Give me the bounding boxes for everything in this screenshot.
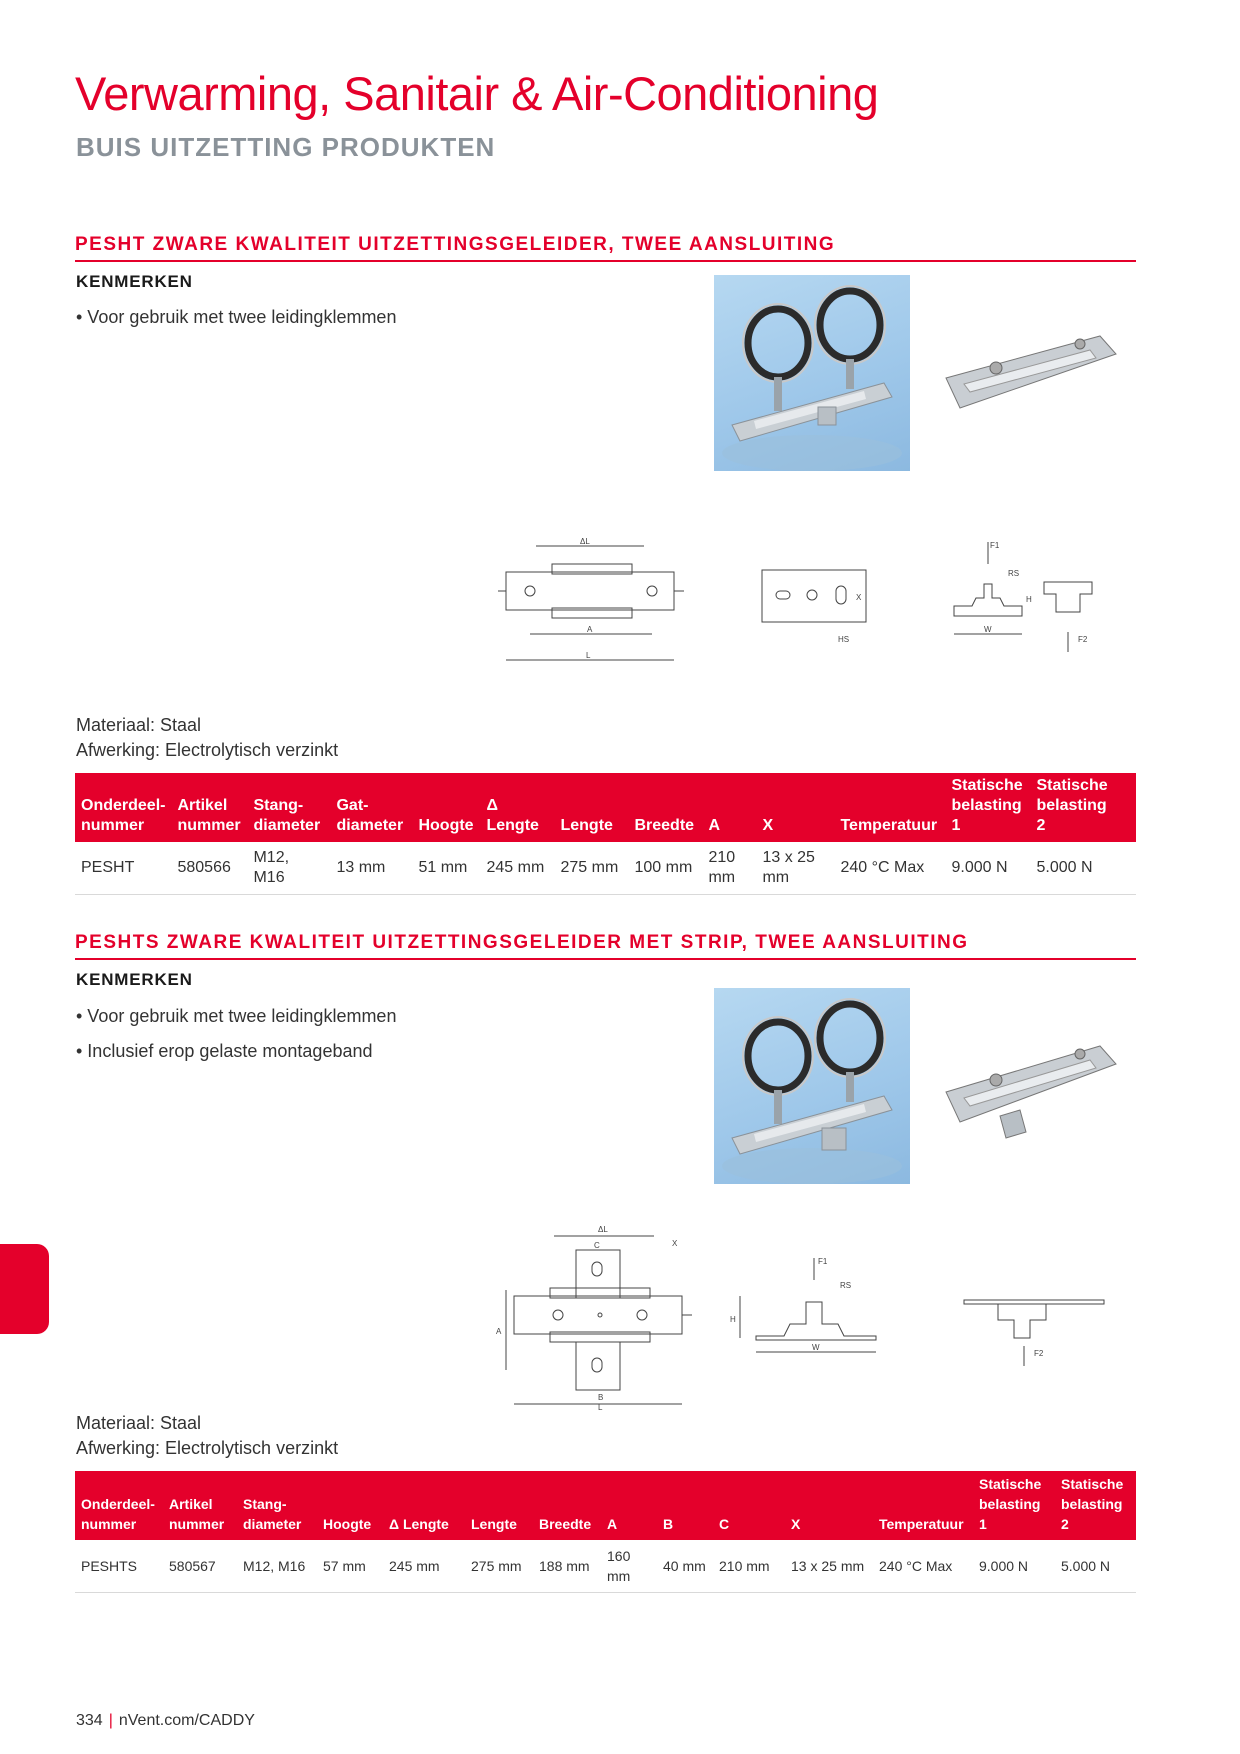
drawing2-label-c: C xyxy=(594,1241,600,1250)
drawing2-label-l: L xyxy=(598,1403,603,1410)
drawing1-label-x: X xyxy=(856,593,862,602)
page-number: 334 xyxy=(76,1712,103,1729)
table2-cell: 5.000 N xyxy=(1055,1540,1136,1593)
drawing1-label-f1: F1 xyxy=(990,541,1000,550)
table2-cell: 188 mm xyxy=(533,1540,601,1593)
section2-product-photo xyxy=(714,988,910,1184)
table2-cell: 9.000 N xyxy=(973,1540,1055,1593)
section2-feature-2: • Inclusief erop gelaste montageband xyxy=(76,1041,373,1061)
section1-product-detail-photo xyxy=(940,328,1120,423)
section1-product-photo xyxy=(714,275,910,471)
table1-header: Δ Lengte xyxy=(480,773,554,842)
table1-header: Statische belasting 2 xyxy=(1030,773,1136,842)
table2-header-row xyxy=(75,1471,1136,1540)
drawing2-label-h: H xyxy=(730,1315,736,1324)
drawing2-label-rs: RS xyxy=(840,1281,852,1290)
drawing1-label-f2: F2 xyxy=(1078,635,1088,644)
table1-header: Statische belasting 1 xyxy=(945,773,1030,842)
table2-header: Hoogte xyxy=(317,1471,383,1540)
section1-material: Materiaal: Staal xyxy=(76,715,202,735)
table2-header: Artikel nummer xyxy=(163,1471,237,1540)
drawing1-label-l: L xyxy=(586,651,591,660)
section2-technical-drawing xyxy=(494,1220,1114,1410)
drawing2-label-a: A xyxy=(496,1327,502,1336)
section1-spec-table xyxy=(75,773,1136,895)
table2-header: Temperatuur xyxy=(873,1471,973,1540)
table2-header: Breedte xyxy=(533,1471,601,1540)
table1-cell: M12, M16 xyxy=(247,842,330,895)
section2-product-detail-photo xyxy=(940,1036,1120,1146)
section2-feature-1: • Voor gebruik met twee leidingklemmen xyxy=(76,1006,397,1026)
table1-cell: 245 mm xyxy=(480,842,554,895)
drawing1-label-delta-l: ΔL xyxy=(580,537,590,546)
drawing2-label-x: X xyxy=(672,1239,678,1248)
table1-cell: PESHT xyxy=(75,842,171,895)
table1-header: Lengte xyxy=(554,773,628,842)
table1-header: X xyxy=(756,773,834,842)
section1-feature-1: • Voor gebruik met twee leidingklemmen xyxy=(76,307,397,327)
table2-header: C xyxy=(713,1471,785,1540)
section2-material: Materiaal: Staal xyxy=(76,1413,202,1433)
table2-cell: 57 mm xyxy=(317,1540,383,1593)
section1-technical-drawing xyxy=(494,536,1094,676)
table1-header-row xyxy=(75,773,1136,842)
table2-cell: 275 mm xyxy=(465,1540,533,1593)
table2-cell: 40 mm xyxy=(657,1540,713,1593)
table1-cell: 5.000 N xyxy=(1030,842,1136,895)
table2-header: Lengte xyxy=(465,1471,533,1540)
table2-header: B xyxy=(657,1471,713,1540)
footer-separator: | xyxy=(108,1712,113,1729)
table2-cell: 160 mm xyxy=(601,1540,657,1593)
drawing2-label-w: W xyxy=(812,1343,820,1352)
page-subtitle: BUIS UITZETTING PRODUKTEN xyxy=(76,132,496,162)
table1-header: Stang- diameter xyxy=(247,773,330,842)
table1-cell: 240 °C Max xyxy=(834,842,945,895)
table1-cell: 9.000 N xyxy=(945,842,1030,895)
drawing2-label-f1: F1 xyxy=(818,1257,828,1266)
table-row xyxy=(75,842,1136,895)
section1-finish: Afwerking: Electrolytisch verzinkt xyxy=(76,740,339,760)
section2-finish: Afwerking: Electrolytisch verzinkt xyxy=(76,1438,339,1458)
table1-header: Hoogte xyxy=(412,773,480,842)
footer-website-link[interactable]: nVent.com/CADDY xyxy=(118,1712,255,1729)
table2-header: Δ Lengte xyxy=(383,1471,465,1540)
table2-header: X xyxy=(785,1471,873,1540)
table2-cell: 13 x 25 mm xyxy=(785,1540,873,1593)
table1-header: Onderdeel- nummer xyxy=(75,773,171,842)
table1-cell: 580566 xyxy=(171,842,247,895)
table2-cell: PESHTS xyxy=(75,1540,163,1593)
table1-cell: 100 mm xyxy=(628,842,702,895)
chapter-side-tab xyxy=(0,1244,49,1334)
drawing1-label-h: H xyxy=(1026,595,1032,604)
section1-heading: PESHT ZWARE KWALITEIT UITZETTINGSGELEIDER, TWEE AANSLUITING xyxy=(75,234,1136,262)
table2-header: Statische belasting 1 xyxy=(973,1471,1055,1540)
drawing2-label-delta-l: ΔL xyxy=(598,1225,608,1234)
table2-cell: 245 mm xyxy=(383,1540,465,1593)
drawing1-label-rs: RS xyxy=(1008,569,1020,578)
page-title: Verwarming, Sanitair & Air-Conditioning xyxy=(75,67,879,120)
section2-heading: PESHTS ZWARE KWALITEIT UITZETTINGSGELEIDER MET STRIP, TWEE AANSLUITING xyxy=(75,932,1136,960)
table2-header: Stang- diameter xyxy=(237,1471,317,1540)
table2-header: A xyxy=(601,1471,657,1540)
drawing2-label-b: B xyxy=(598,1393,604,1402)
drawing1-label-w: W xyxy=(984,625,992,634)
table2-header: Statische belasting 2 xyxy=(1055,1471,1136,1540)
table-row xyxy=(75,1540,1136,1593)
table1-cell: 13 mm xyxy=(330,842,412,895)
table1-cell: 275 mm xyxy=(554,842,628,895)
drawing1-label-a: A xyxy=(587,625,593,634)
table1-header: Gat- diameter xyxy=(330,773,412,842)
table1-header: Artikel nummer xyxy=(171,773,247,842)
table1-header: Breedte xyxy=(628,773,702,842)
table1-header: Temperatuur xyxy=(834,773,945,842)
section2-features-label: KENMERKEN xyxy=(76,970,193,989)
table1-cell: 51 mm xyxy=(412,842,480,895)
table2-cell: 210 mm xyxy=(713,1540,785,1593)
table2-cell: 240 °C Max xyxy=(873,1540,973,1593)
drawing1-label-hs: HS xyxy=(838,635,850,644)
table2-cell: 580567 xyxy=(163,1540,237,1593)
table2-header: Onderdeel- nummer xyxy=(75,1471,163,1540)
table1-header: A xyxy=(702,773,756,842)
table1-cell: 210 mm xyxy=(702,842,756,895)
section1-features-label: KENMERKEN xyxy=(76,272,193,291)
section2-spec-table xyxy=(75,1471,1136,1593)
table1-cell: 13 x 25 mm xyxy=(756,842,834,895)
table2-cell: M12, M16 xyxy=(237,1540,317,1593)
drawing2-label-f2: F2 xyxy=(1034,1349,1044,1358)
footer xyxy=(76,1712,255,1730)
